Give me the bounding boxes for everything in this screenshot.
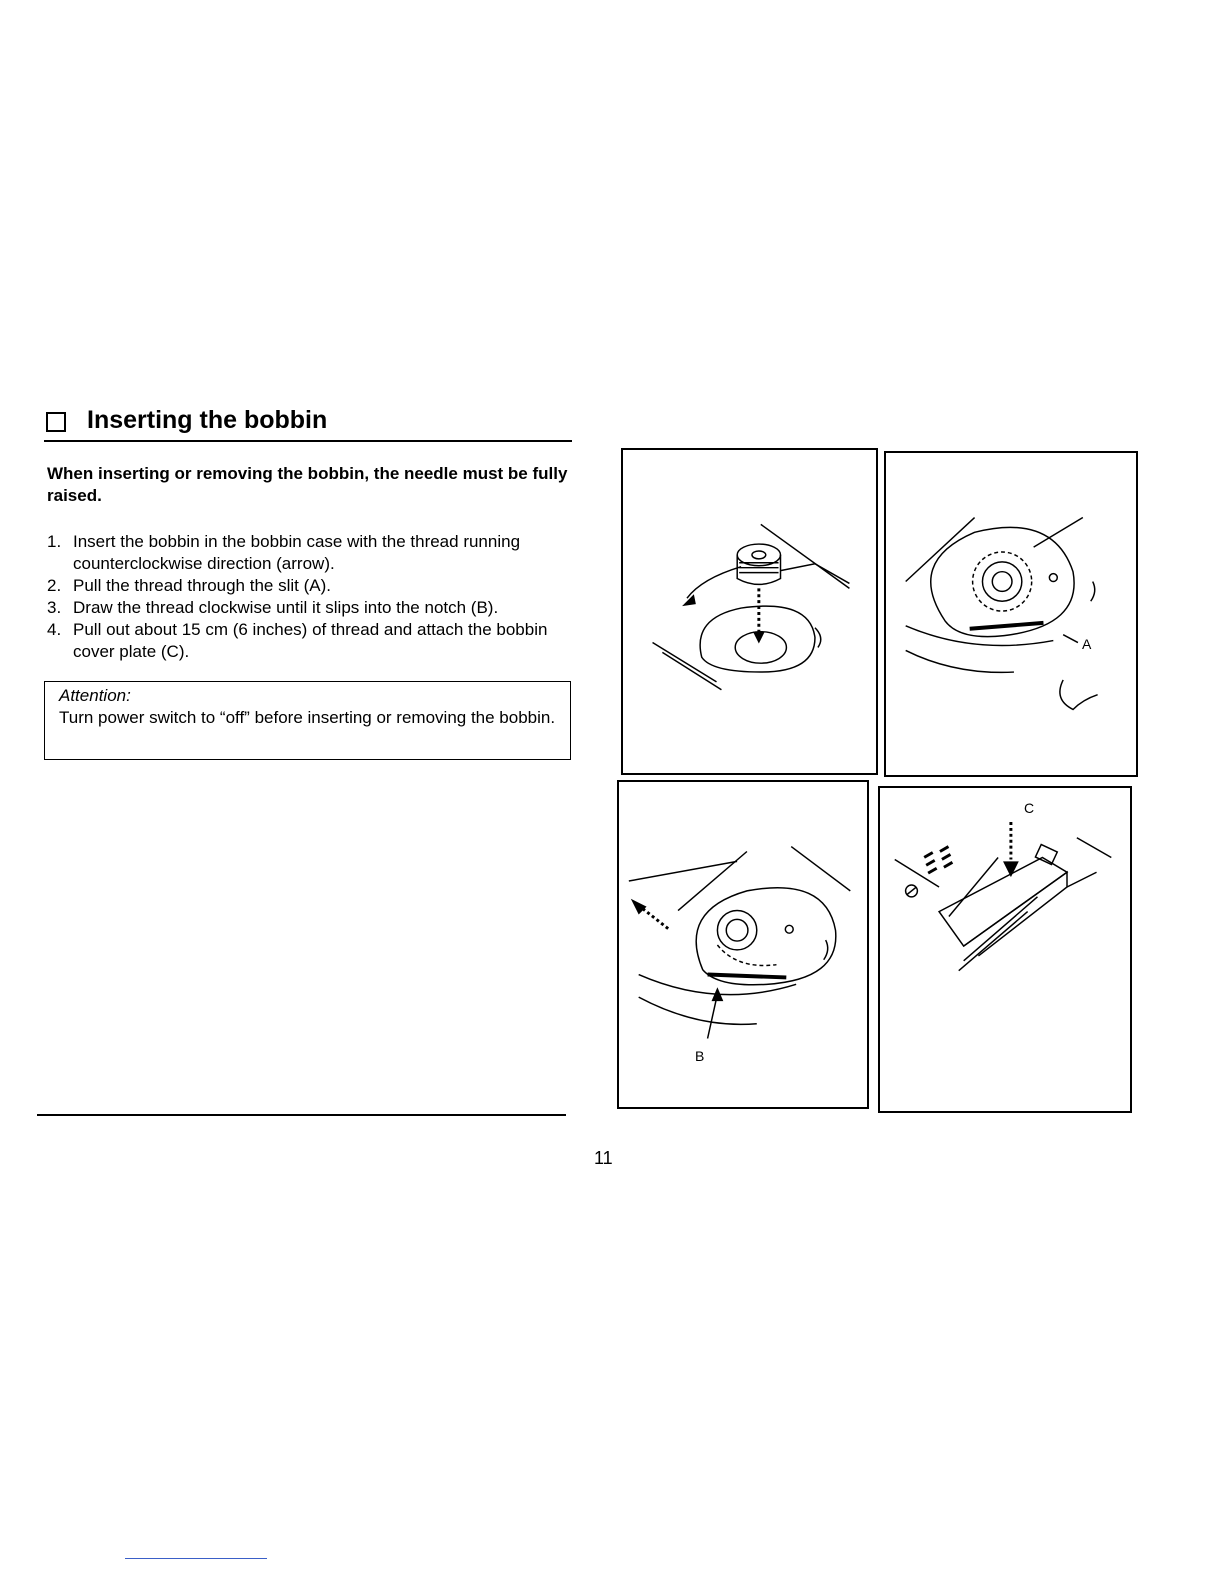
step-text: Draw the thread clockwise until it slips into the notch (B). xyxy=(73,598,499,617)
list-item xyxy=(47,575,577,597)
checkbox-square-icon xyxy=(46,412,66,432)
slit-illustration xyxy=(886,453,1136,775)
figure-cover-plate-c xyxy=(878,786,1132,1113)
steps-list xyxy=(47,531,577,663)
section-title: Inserting the bobbin xyxy=(87,406,328,434)
label-b: B xyxy=(695,1048,705,1064)
list-item xyxy=(47,597,577,619)
step-number: 3. xyxy=(47,598,62,617)
bottom-divider xyxy=(37,1114,566,1116)
label-c: C xyxy=(1024,800,1035,816)
attention-heading: Attention: xyxy=(59,686,131,705)
step-text: Pull the thread through the slit (A). xyxy=(73,576,331,595)
label-a: A xyxy=(1082,636,1092,652)
step-text: Insert the bobbin in the bobbin case with the thread running counterclockwise direction (arrow). xyxy=(73,532,521,573)
attention-text: Turn power switch to “off” before inserting or removing the bobbin. xyxy=(59,708,556,727)
figure-notch-b xyxy=(617,780,869,1109)
step-text: Pull out about 15 cm (6 inches) of thread and attach the bobbin cover plate (C). xyxy=(73,620,548,661)
step-number: 4. xyxy=(47,620,62,639)
step-number: 1. xyxy=(47,532,62,551)
footer-blue-rule xyxy=(125,1558,267,1559)
list-item xyxy=(47,531,577,575)
warning-text: When inserting or removing the bobbin, the needle must be fully raised. xyxy=(47,464,568,505)
bobbin-insertion-illustration xyxy=(623,450,876,773)
attention-box xyxy=(44,681,571,760)
list-item xyxy=(47,619,577,663)
notch-illustration xyxy=(619,782,867,1107)
section-header xyxy=(46,404,572,444)
figure-slit-a xyxy=(884,451,1138,777)
figure-insert-bobbin xyxy=(621,448,878,775)
page-number: 11 xyxy=(594,1148,613,1168)
step-number: 2. xyxy=(47,576,62,595)
title-underline xyxy=(44,440,572,442)
cover-plate-illustration xyxy=(880,788,1130,1111)
